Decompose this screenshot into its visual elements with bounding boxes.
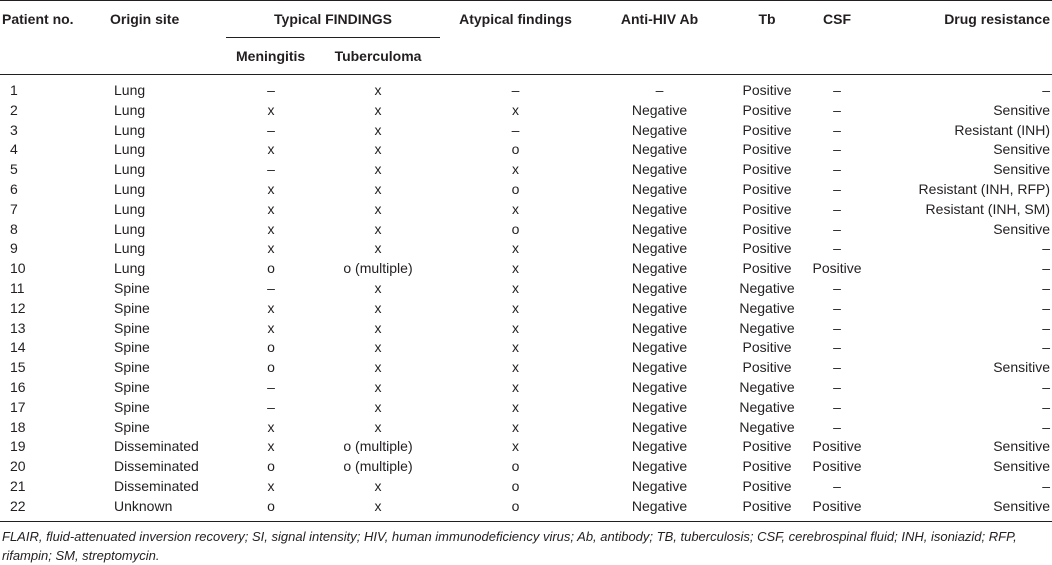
cell-atypical-findings: x <box>512 260 520 277</box>
cell-tb: Negative <box>739 299 795 316</box>
cell-atypical-findings: o <box>511 141 520 158</box>
cell-drug-resistance: Sensitive <box>993 220 1051 237</box>
cell-patient-no: 3 <box>10 121 18 138</box>
cell-tb: Positive <box>742 141 792 158</box>
cell-csf: – <box>833 121 841 138</box>
table-row <box>0 338 1052 358</box>
table-row <box>0 180 1052 200</box>
cell-tuberculoma: o (multiple) <box>343 438 413 455</box>
cell-meningitis: x <box>267 418 275 435</box>
table-bottom-rule <box>0 521 1052 522</box>
cell-meningitis: o <box>267 458 275 475</box>
cell-patient-no: 1 <box>10 82 18 98</box>
cell-drug-resistance: Sensitive <box>993 101 1051 118</box>
cell-anti-hiv-ab: Negative <box>631 141 688 158</box>
cell-meningitis: x <box>267 240 275 257</box>
cell-meningitis: o <box>267 339 275 356</box>
table-footnote: FLAIR, fluid-attenuated inversion recovery; SI, signal intensity; HIV, human immunodeficiency virus; Ab, antibody; TB, tuberculosis; CSF, cerebrospinal fluid; INH, isoniazid; RFP, rifampin; SM, streptomycin. <box>2 529 1017 563</box>
cell-csf: – <box>833 220 841 237</box>
table-row <box>0 358 1052 378</box>
cell-origin-site: Lung <box>114 141 146 158</box>
cell-drug-resistance: – <box>1042 299 1051 316</box>
cell-tb: Positive <box>742 260 792 277</box>
cell-tuberculoma: x <box>374 200 382 217</box>
cell-csf: – <box>833 161 841 178</box>
cell-tuberculoma: x <box>374 339 382 356</box>
cell-tb: Positive <box>742 121 792 138</box>
header-patient-no: Patient no. <box>0 1 108 75</box>
cell-csf: – <box>833 299 841 316</box>
cell-anti-hiv-ab: Negative <box>631 458 688 475</box>
cell-tb: Positive <box>742 161 792 178</box>
cell-tb: Positive <box>742 82 792 98</box>
header-tb: Tb <box>728 1 806 75</box>
cell-tuberculoma: o (multiple) <box>343 260 413 277</box>
cell-patient-no: 14 <box>10 339 26 356</box>
cell-meningitis: – <box>267 161 275 178</box>
cell-atypical-findings: – <box>511 82 520 98</box>
cell-tuberculoma: x <box>374 141 382 158</box>
cell-atypical-findings: x <box>512 339 520 356</box>
cell-patient-no: 21 <box>10 477 26 494</box>
cell-anti-hiv-ab: Negative <box>631 378 688 395</box>
cell-anti-hiv-ab: Negative <box>631 398 688 415</box>
cell-meningitis: x <box>267 180 275 197</box>
cell-anti-hiv-ab: Negative <box>631 418 688 435</box>
cell-meningitis: – <box>267 121 275 138</box>
cell-patient-no: 15 <box>10 359 26 376</box>
cell-meningitis: x <box>267 220 275 237</box>
cell-anti-hiv-ab: Negative <box>631 180 688 197</box>
cell-drug-resistance: – <box>1042 477 1051 494</box>
cell-tuberculoma: x <box>374 240 382 257</box>
cell-drug-resistance: – <box>1042 240 1051 257</box>
table-header <box>0 1 1052 75</box>
cell-patient-no: 5 <box>10 161 18 178</box>
table-row <box>0 140 1052 160</box>
cell-meningitis: x <box>267 101 275 118</box>
header-origin-site: Origin site <box>108 1 226 75</box>
cell-drug-resistance: – <box>1042 339 1051 356</box>
cell-meningitis: x <box>267 200 275 217</box>
cell-tb: Negative <box>739 319 795 336</box>
cell-anti-hiv-ab: Negative <box>631 101 688 118</box>
cell-drug-resistance: – <box>1042 319 1051 336</box>
cell-tuberculoma: x <box>374 121 382 138</box>
cell-origin-site: Lung <box>114 121 146 138</box>
cell-origin-site: Spine <box>114 398 150 415</box>
cell-patient-no: 4 <box>10 141 18 158</box>
cell-patient-no: 8 <box>10 220 18 237</box>
cell-drug-resistance: Sensitive <box>993 141 1051 158</box>
cell-csf: Positive <box>812 260 862 277</box>
cell-drug-resistance: – <box>1042 418 1051 435</box>
cell-anti-hiv-ab: Negative <box>631 279 688 296</box>
cell-meningitis: – <box>267 279 275 296</box>
cell-origin-site: Spine <box>114 299 150 316</box>
header-drug-resistance: Drug resistance <box>868 1 1052 75</box>
cell-atypical-findings: x <box>512 378 520 395</box>
cell-csf: – <box>833 477 841 494</box>
cell-csf: – <box>833 339 841 356</box>
cell-drug-resistance: Sensitive <box>993 161 1051 178</box>
cell-origin-site: Spine <box>114 359 150 376</box>
cell-atypical-findings: x <box>512 319 520 336</box>
cell-drug-resistance: Sensitive <box>993 359 1051 376</box>
cell-drug-resistance: Resistant (INH, RFP) <box>918 180 1051 197</box>
cell-origin-site: Disseminated <box>114 438 199 455</box>
cell-drug-resistance: – <box>1042 378 1051 395</box>
cell-csf: – <box>833 398 841 415</box>
cell-patient-no: 19 <box>10 438 26 455</box>
header-atypical-findings: Atypical findings <box>440 1 591 75</box>
cell-drug-resistance: – <box>1042 398 1051 415</box>
table-row <box>0 101 1052 121</box>
cell-tuberculoma: x <box>374 418 382 435</box>
cell-tuberculoma: x <box>374 279 382 296</box>
cell-origin-site: Disseminated <box>114 458 199 475</box>
cell-atypical-findings: x <box>512 398 520 415</box>
cell-anti-hiv-ab: – <box>655 82 664 98</box>
cell-origin-site: Lung <box>114 180 146 197</box>
cell-tuberculoma: x <box>374 497 382 514</box>
cell-meningitis: x <box>267 319 275 336</box>
cell-patient-no: 2 <box>10 101 18 118</box>
cell-atypical-findings: x <box>512 438 520 455</box>
table-row <box>0 418 1052 438</box>
header-anti-hiv-ab: Anti-HIV Ab <box>591 1 728 75</box>
cell-meningitis: o <box>267 497 275 514</box>
cell-atypical-findings: x <box>512 240 520 257</box>
cell-meningitis: o <box>267 260 275 277</box>
cell-csf: Positive <box>812 497 862 514</box>
table-row <box>0 220 1052 240</box>
table-body <box>0 75 1052 517</box>
cell-patient-no: 12 <box>10 299 26 316</box>
cell-csf: – <box>833 378 841 395</box>
cell-tb: Positive <box>742 180 792 197</box>
cell-anti-hiv-ab: Negative <box>631 200 688 217</box>
cell-origin-site: Disseminated <box>114 477 199 494</box>
cell-origin-site: Lung <box>114 82 146 98</box>
cell-meningitis: – <box>267 398 275 415</box>
cell-csf: – <box>833 180 841 197</box>
cell-drug-resistance: Resistant (INH, SM) <box>925 200 1051 217</box>
cell-drug-resistance: – <box>1042 82 1051 98</box>
cell-tuberculoma: o (multiple) <box>343 458 413 475</box>
cell-tb: Positive <box>742 101 792 118</box>
cell-tuberculoma: x <box>374 82 382 98</box>
cell-atypical-findings: o <box>511 458 520 475</box>
cell-csf: – <box>833 240 841 257</box>
header-meningitis: Meningitis <box>226 38 316 75</box>
cell-tb: Positive <box>742 220 792 237</box>
cell-anti-hiv-ab: Negative <box>631 161 688 178</box>
cell-csf: – <box>833 82 841 98</box>
cell-drug-resistance: Sensitive <box>993 438 1051 455</box>
cell-patient-no: 7 <box>10 200 18 217</box>
table-row <box>0 299 1052 319</box>
cell-tuberculoma: x <box>374 220 382 237</box>
cell-patient-no: 20 <box>10 458 26 475</box>
cell-meningitis: x <box>267 141 275 158</box>
cell-patient-no: 11 <box>10 279 25 296</box>
header-typical-findings: Typical FINDINGS <box>226 1 440 38</box>
cell-patient-no: 13 <box>10 319 26 336</box>
cell-tb: Negative <box>739 279 795 296</box>
cell-csf: Positive <box>812 458 862 475</box>
cell-anti-hiv-ab: Negative <box>631 497 688 514</box>
cell-atypical-findings: x <box>512 418 520 435</box>
cell-origin-site: Unknown <box>114 497 173 514</box>
cell-anti-hiv-ab: Negative <box>631 339 688 356</box>
cell-csf: – <box>833 359 841 376</box>
cell-anti-hiv-ab: Negative <box>631 260 688 277</box>
cell-anti-hiv-ab: Negative <box>631 438 688 455</box>
cell-tuberculoma: x <box>374 359 382 376</box>
cell-csf: – <box>833 418 841 435</box>
cell-csf: – <box>833 141 841 158</box>
cell-tb: Positive <box>742 497 792 514</box>
cell-tb: Positive <box>742 200 792 217</box>
cell-patient-no: 9 <box>10 240 18 257</box>
cell-origin-site: Lung <box>114 101 146 118</box>
cell-tuberculoma: x <box>374 299 382 316</box>
cell-patient-no: 18 <box>10 418 26 435</box>
table-row <box>0 477 1052 497</box>
cell-atypical-findings: x <box>512 101 520 118</box>
cell-patient-no: 10 <box>10 260 26 277</box>
cell-tb: Negative <box>739 418 795 435</box>
cell-tb: Positive <box>742 438 792 455</box>
cell-tb: Negative <box>739 398 795 415</box>
cell-tb: Positive <box>742 240 792 257</box>
cell-origin-site: Lung <box>114 240 146 257</box>
cell-tb: Positive <box>742 359 792 376</box>
cell-origin-site: Lung <box>114 161 146 178</box>
table-row <box>0 497 1052 517</box>
header-csf: CSF <box>806 1 868 75</box>
cell-tuberculoma: x <box>374 101 382 118</box>
cell-meningitis: x <box>267 438 275 455</box>
cell-anti-hiv-ab: Negative <box>631 359 688 376</box>
cell-anti-hiv-ab: Negative <box>631 299 688 316</box>
cell-atypical-findings: o <box>511 180 520 197</box>
cell-csf: – <box>833 319 841 336</box>
cell-tb: Positive <box>742 339 792 356</box>
cell-csf: – <box>833 279 841 296</box>
cell-atypical-findings: o <box>511 477 520 494</box>
cell-origin-site: Spine <box>114 279 150 296</box>
table-row <box>0 259 1052 279</box>
cell-tb: Negative <box>739 378 795 395</box>
cell-anti-hiv-ab: Negative <box>631 121 688 138</box>
cell-drug-resistance: Sensitive <box>993 497 1051 514</box>
cell-meningitis: – <box>267 378 275 395</box>
cell-anti-hiv-ab: Negative <box>631 220 688 237</box>
cell-drug-resistance: – <box>1042 279 1051 296</box>
cell-patient-no: 16 <box>10 378 26 395</box>
cell-atypical-findings: x <box>512 161 520 178</box>
table-row <box>0 398 1052 418</box>
cell-origin-site: Lung <box>114 200 146 217</box>
cell-anti-hiv-ab: Negative <box>631 240 688 257</box>
cell-tuberculoma: x <box>374 161 382 178</box>
table-row <box>0 319 1052 339</box>
cell-atypical-findings: x <box>512 299 520 316</box>
cell-drug-resistance: – <box>1042 260 1051 277</box>
cell-atypical-findings: x <box>512 279 520 296</box>
table-row <box>0 437 1052 457</box>
cell-atypical-findings: x <box>512 200 520 217</box>
table-row <box>0 200 1052 220</box>
cell-anti-hiv-ab: Negative <box>631 319 688 336</box>
table-row <box>0 457 1052 477</box>
cell-tuberculoma: x <box>374 180 382 197</box>
cell-atypical-findings: o <box>511 220 520 237</box>
cell-origin-site: Lung <box>114 220 146 237</box>
cell-patient-no: 22 <box>10 497 26 514</box>
cell-origin-site: Spine <box>114 339 150 356</box>
cell-patient-no: 6 <box>10 180 18 197</box>
cell-atypical-findings: – <box>511 121 520 138</box>
cell-drug-resistance: Resistant (INH) <box>954 121 1051 138</box>
cell-meningitis: o <box>267 359 275 376</box>
table-row <box>0 279 1052 299</box>
cell-atypical-findings: o <box>511 497 520 514</box>
cell-tuberculoma: x <box>374 398 382 415</box>
table-row <box>0 160 1052 180</box>
cell-meningitis: x <box>267 477 275 494</box>
cell-origin-site: Lung <box>114 260 146 277</box>
cell-tuberculoma: x <box>374 319 382 336</box>
table-row <box>0 75 1052 101</box>
cell-tb: Positive <box>742 458 792 475</box>
cell-patient-no: 17 <box>10 398 26 415</box>
cell-meningitis: – <box>267 82 275 98</box>
table-row <box>0 121 1052 141</box>
cell-csf: – <box>833 200 841 217</box>
header-tuberculoma: Tuberculoma <box>316 38 440 75</box>
cell-drug-resistance: Sensitive <box>993 458 1051 475</box>
cell-csf: – <box>833 101 841 118</box>
cell-tb: Positive <box>742 477 792 494</box>
cell-origin-site: Spine <box>114 378 150 395</box>
cell-tuberculoma: x <box>374 378 382 395</box>
cell-anti-hiv-ab: Negative <box>631 477 688 494</box>
table-row <box>0 378 1052 398</box>
cell-origin-site: Spine <box>114 418 150 435</box>
cell-csf: Positive <box>812 438 862 455</box>
cell-tuberculoma: x <box>374 477 382 494</box>
cell-meningitis: x <box>267 299 275 316</box>
cell-origin-site: Spine <box>114 319 150 336</box>
cell-atypical-findings: x <box>512 359 520 376</box>
table-row <box>0 239 1052 259</box>
